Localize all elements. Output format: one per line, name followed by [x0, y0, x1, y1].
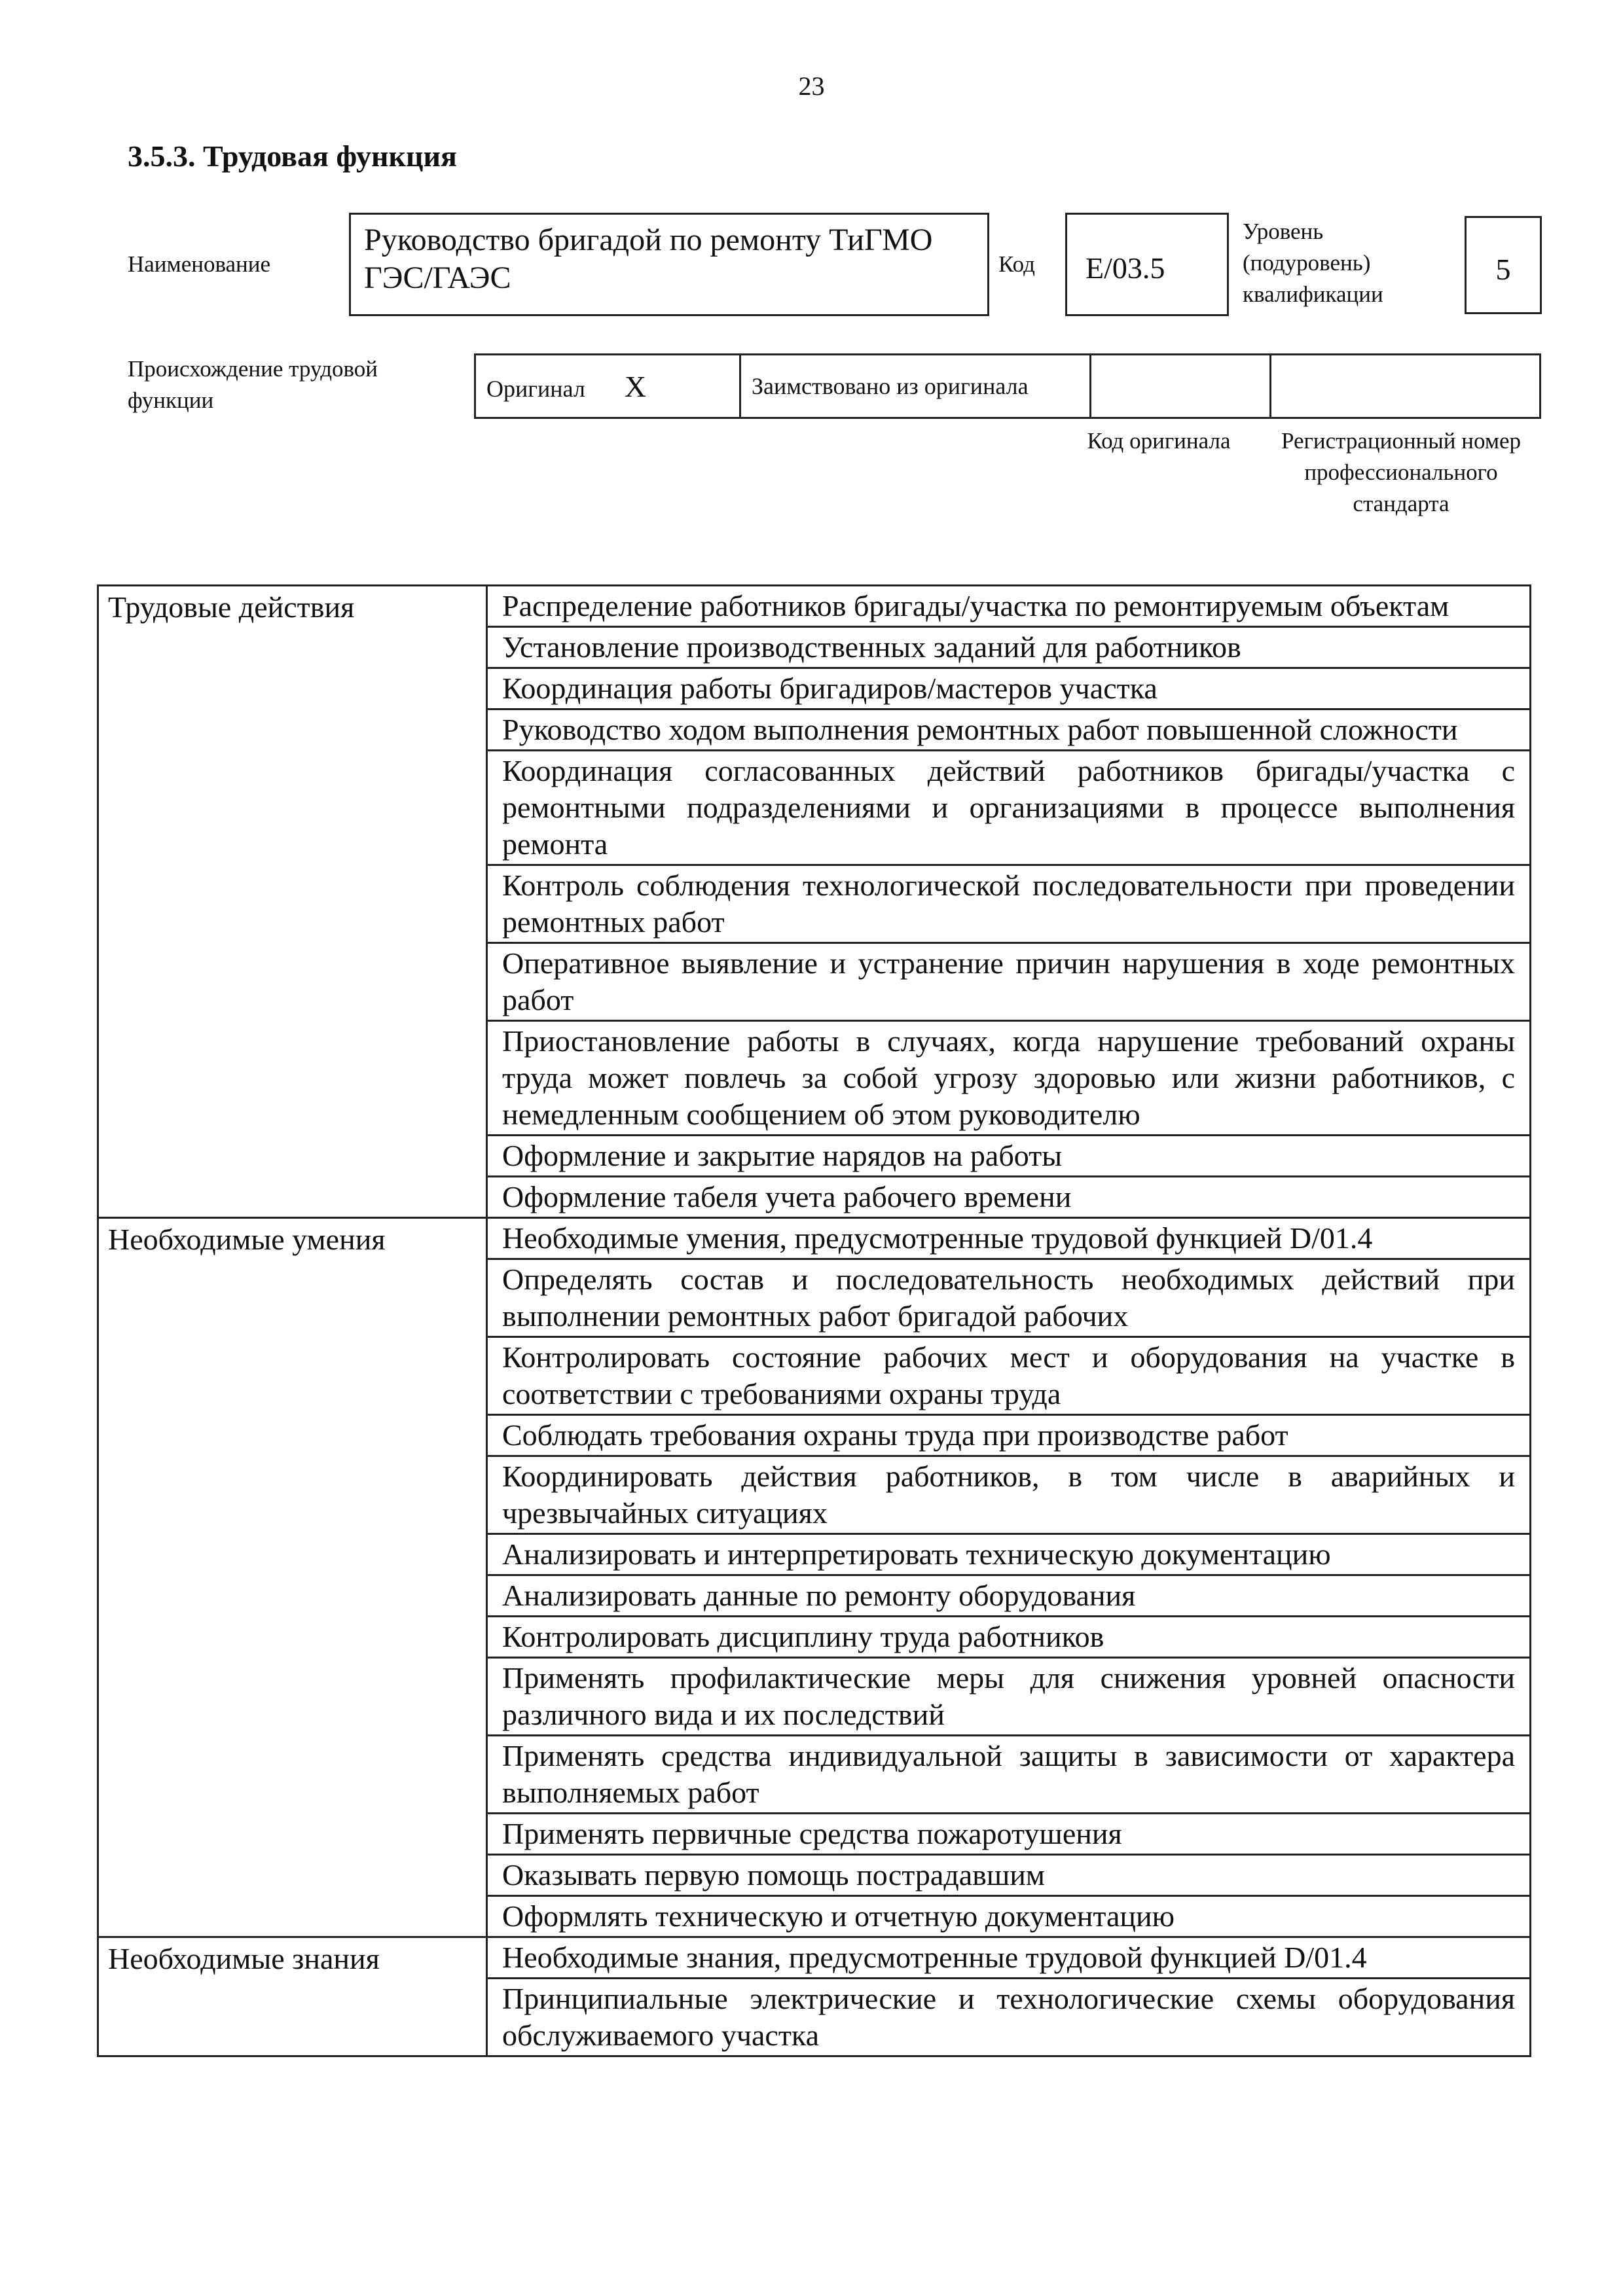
origin-label: Происхождение трудовой функции [128, 356, 378, 413]
table-cell: Координация согласованных действий работников бригады/участка с ремонтными подразделениями и организациями в процессе выполнения ремонта [487, 751, 1531, 865]
section-title-labor-actions: Трудовые действия [98, 586, 487, 1218]
table-cell: Контроль соблюдения технологической последовательности при проведении ремонтных работ [487, 865, 1531, 943]
table-row [98, 1937, 1531, 1979]
labor-function-table [97, 584, 1531, 2057]
table-cell: Контролировать состояние рабочих мест и оборудования на участке в соответствии с требованиями охраны труда [487, 1337, 1531, 1415]
table-cell: Приостановление работы в случаях, когда нарушение требований охраны труда может повлечь за собой угрозу здоровью или жизни работников, с немедленным сообщением об этом руководителю [487, 1021, 1531, 1136]
table-cell: Применять средства индивидуальной защиты в зависимости от характера выполняемых работ [487, 1736, 1531, 1814]
original-label: Оригинал [486, 375, 585, 402]
code-value-box: E/03.5 [1065, 213, 1229, 316]
original-code-label: Код оригинала [1087, 428, 1231, 454]
name-label: Наименование [128, 251, 271, 277]
table-cell: Контролировать дисциплину труда работников [487, 1617, 1531, 1658]
table-cell: Соблюдать требования охраны труда при производстве работ [487, 1415, 1531, 1456]
table-cell: Определять состав и последовательность необходимых действий при выполнении ремонтных работ бригадой рабочих [487, 1259, 1531, 1337]
level-value-box: 5 [1465, 216, 1542, 314]
table-cell: Оформление табеля учета рабочего времени [487, 1177, 1531, 1218]
reg-number-cell [1271, 355, 1541, 418]
original-code-cell [1091, 355, 1271, 418]
table-cell: Анализировать данные по ремонту оборудования [487, 1575, 1531, 1617]
table-cell: Оказывать первую помощь пострадавшим [487, 1855, 1531, 1896]
original-mark: X [624, 369, 647, 403]
table-cell: Оформление и закрытие нарядов на работы [487, 1136, 1531, 1177]
section-title-required-knowledge: Необходимые знания [98, 1937, 487, 2056]
table-cell: Анализировать и интерпретировать техническую документацию [487, 1534, 1531, 1575]
table-cell: Координировать действия работников, в том числе в аварийных и чрезвычайных ситуациях [487, 1456, 1531, 1534]
code-label: Код [998, 251, 1035, 277]
table-cell: Распределение работников бригады/участка по ремонтируемым объектам [487, 586, 1531, 627]
table-cell: Оформлять техническую и отчетную документацию [487, 1896, 1531, 1937]
table-cell: Применять первичные средства пожаротушения [487, 1814, 1531, 1855]
section-title-required-skills: Необходимые умения [98, 1218, 487, 1937]
table-cell: Необходимые знания, предусмотренные трудовой функцией D/01.4 [487, 1937, 1531, 1979]
table-cell: Необходимые умения, предусмотренные трудовой функцией D/01.4 [487, 1218, 1531, 1259]
original-cell [475, 355, 740, 418]
table-row [98, 1218, 1531, 1259]
section-title: 3.5.3. Трудовая функция [128, 139, 457, 173]
table-cell: Руководство ходом выполнения ремонтных работ повышенной сложности [487, 709, 1531, 751]
borrowed-label: Заимствовано из оригинала [740, 355, 1091, 418]
table-cell: Применять профилактические меры для снижения уровней опасности различного вида и их последствий [487, 1658, 1531, 1736]
table-cell: Установление производственных заданий для работников [487, 627, 1531, 668]
reg-number-label: Регистрационный номер профессионального стандарта [1281, 428, 1522, 516]
table-cell: Принципиальные электрические и технологические схемы оборудования обслуживаемого участка [487, 1979, 1531, 2056]
table-cell: Оперативное выявление и устранение причин нарушения в ходе ремонтных работ [487, 943, 1531, 1021]
table-row [98, 586, 1531, 627]
table-cell: Координация работы бригадиров/мастеров участка [487, 668, 1531, 709]
function-name-box: Руководство бригадой по ремонту ТиГМО ГЭС/ГАЭС [349, 213, 989, 316]
page-number: 23 [798, 71, 825, 101]
origin-table [474, 353, 1541, 419]
level-label: Уровень (подуровень) квалификации [1243, 219, 1383, 307]
